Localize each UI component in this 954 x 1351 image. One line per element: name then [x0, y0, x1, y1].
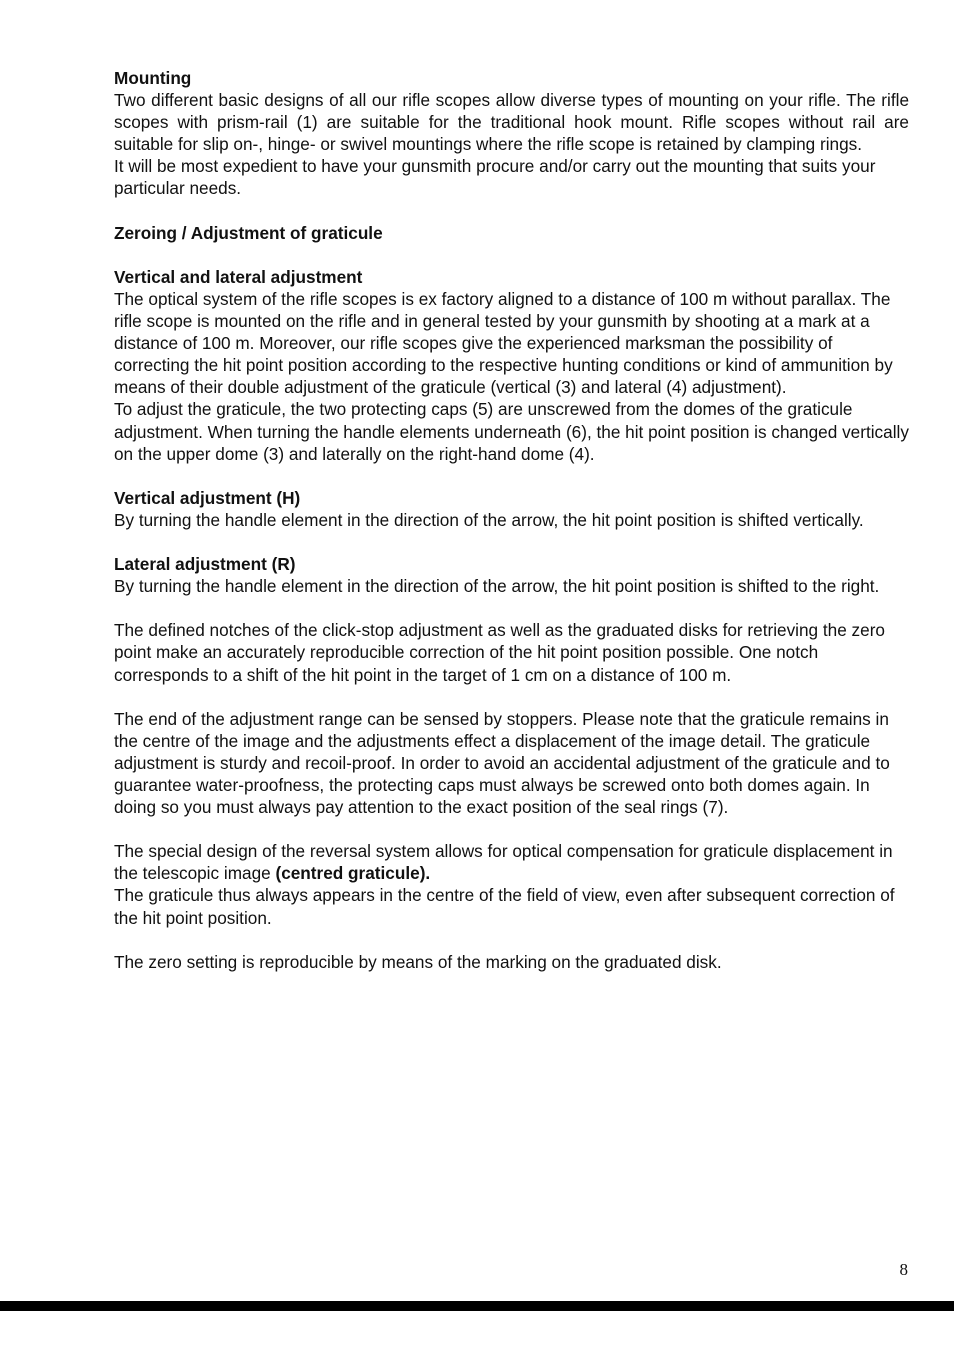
- spacer: [114, 686, 909, 708]
- paragraph-vertical-lateral-1: The optical system of the rifle scopes is ex factory aligned to a distance of 100 m without parallax. The rifle scope is mounted on the rifle and in general tested by your gunsmith by shooting at a mark at a distance of 100 m. Moreover, our rifle scopes give the experienced marksman the possibility of correcting the hit point position according to the respective hunting conditions or kind of ammunition by means of their double adjustment of the graticule (vertical (3) and lateral (4) adjustment).: [114, 288, 893, 398]
- paragraph-vertical-adjustment: By turning the handle element in the direction of the arrow, the hit point position is shifted vertically.: [114, 509, 864, 530]
- paragraph-reversal-2: The graticule thus always appears in the centre of the field of view, even after subsequent correction of the hit point position.: [114, 885, 895, 928]
- spacer: [114, 465, 909, 487]
- spacer: [114, 818, 909, 840]
- paragraph-zero-setting: The zero setting is reproducible by means of the marking on the graduated disk.: [114, 951, 722, 972]
- footer-rule: [0, 1301, 954, 1311]
- spacer: [114, 200, 909, 222]
- spacer: [114, 244, 909, 266]
- heading-vertical-lateral: Vertical and lateral adjustment: [114, 266, 363, 287]
- paragraph-lateral-adjustment: By turning the handle element in the direction of the arrow, the hit point position is shifted to the right.: [114, 576, 880, 597]
- paragraph-vertical-lateral-2: To adjust the graticule, the two protecting caps (5) are unscrewed from the domes of the graticule adjustment. When turning the handle elements underneath (6), the hit point position is changed vertically on the upper dome (3) and laterally on the right-hand dome (4).: [114, 399, 909, 464]
- spacer: [114, 597, 909, 619]
- heading-zeroing: Zeroing / Adjustment of graticule: [114, 222, 383, 243]
- document-body: [114, 67, 909, 973]
- page-number: 8: [899, 1260, 908, 1279]
- reversal-bold-text: (centred graticule).: [275, 863, 431, 884]
- spacer: [114, 531, 909, 553]
- paragraph-mounting-1: Two different basic designs of all our rifle scopes allow diverse types of mounting on your rifle. The rifle scopes with prism-rail (1) are suitable for the traditional hook mount. Rifle scopes without rail are suitable for slip on-, hinge- or swivel mountings where the rifle scope is retained by clamping rings.: [114, 90, 909, 155]
- paragraph-mounting-2: It will be most expedient to have your gunsmith procure and/or carry out the mounting that suits your particular needs.: [114, 156, 876, 199]
- heading-vertical-adjustment: Vertical adjustment (H): [114, 487, 301, 508]
- paragraph-notches: The defined notches of the click-stop adjustment as well as the graduated disks for retrieving the zero point make an accurately reproducible correction of the hit point position possible. One notch corresponds to a shift of the hit point in the target of 1 cm on a distance of 100 m.: [114, 620, 885, 685]
- heading-lateral-adjustment: Lateral adjustment (R): [114, 554, 296, 575]
- heading-mounting: Mounting: [114, 68, 192, 88]
- reversal-text: The special design of the reversal system allows for optical compensation for graticule displacement in the telescopic image: [114, 841, 893, 884]
- spacer: [114, 929, 909, 951]
- paragraph-adjustment-range: The end of the adjustment range can be sensed by stoppers. Please note that the graticule remains in the centre of the image and the adjustments effect a displacement of the image detail. The graticule adjustment is sturdy and recoil-proof. In order to avoid an accidental adjustment of the graticule and to guarantee water-proofness, the protecting caps must always be screwed onto both domes again. In doing so you must always pay attention to the exact position of the seal rings (7).: [114, 708, 890, 818]
- paragraph-reversal-1: [114, 840, 909, 884]
